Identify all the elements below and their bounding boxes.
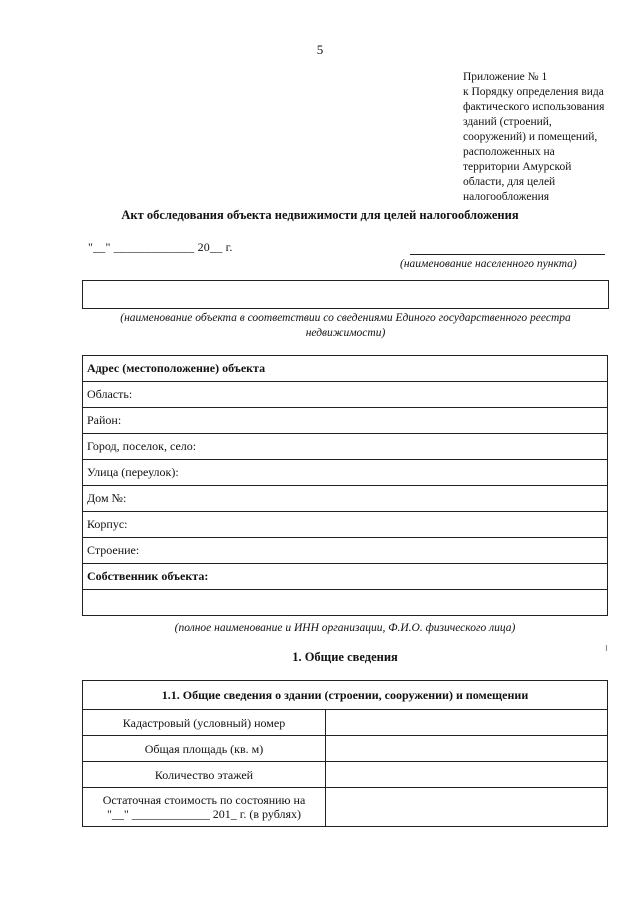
- annex-line: зданий (строений,: [463, 116, 552, 128]
- place-name-line[interactable]: [410, 254, 605, 255]
- floors-count-label: Количество этажей: [83, 762, 326, 788]
- annex-line: расположенных на: [463, 146, 555, 158]
- residual-value-label: [83, 788, 326, 827]
- document-title: Акт обследования объекта недвижимости для целей налогообложения: [121, 208, 519, 222]
- residual-value-line: Остаточная стоимость по состоянию на: [102, 793, 306, 807]
- residual-value-date: "__" _____________ 201_ г. (в рублях): [106, 807, 302, 821]
- total-area-value[interactable]: [326, 736, 608, 762]
- general-info-header: 1.1. Общие сведения о здании (строении, сооружении) и помещении: [83, 681, 608, 710]
- floors-count-value[interactable]: [326, 762, 608, 788]
- address-row-block[interactable]: Корпус:: [83, 512, 608, 538]
- address-header: Адрес (местоположение) объекта: [83, 356, 608, 382]
- place-caption: (наименование населенного пункта): [400, 258, 577, 270]
- section-title: 1. Общие сведения: [292, 650, 398, 664]
- annex-note: [463, 70, 623, 205]
- annex-line: территории Амурской: [463, 161, 572, 173]
- owner-field[interactable]: [83, 590, 608, 616]
- date-field[interactable]: "__" _____________ 20__ г.: [88, 240, 233, 254]
- cadastral-number-label: Кадастровый (условный) номер: [83, 710, 326, 736]
- annex-line: Приложение № 1: [463, 71, 548, 83]
- owner-label: Собственник объекта:: [83, 564, 608, 590]
- annex-line: налогообложения: [463, 191, 550, 203]
- residual-value-value[interactable]: [326, 788, 608, 827]
- address-row-building[interactable]: Строение:: [83, 538, 608, 564]
- annex-line: сооружений) и помещений,: [463, 131, 598, 143]
- owner-caption: (полное наименование и ИНН организации, Ф.И.О. физического лица): [174, 622, 516, 634]
- margin-mark: [606, 645, 607, 651]
- total-area-label: Общая площадь (кв. м): [83, 736, 326, 762]
- address-row-district[interactable]: Район:: [83, 408, 608, 434]
- object-name-field[interactable]: [82, 280, 609, 309]
- address-table: [82, 355, 608, 616]
- general-info-table: [82, 680, 608, 827]
- page-number: 5: [316, 42, 324, 57]
- annex-line: области, для целей: [463, 176, 556, 188]
- annex-line: фактического использования: [463, 101, 605, 113]
- address-row-region[interactable]: Область:: [83, 382, 608, 408]
- object-caption: (наименование объекта в соответствии со сведениями Единого государственного реестра недвижимости): [120, 312, 571, 339]
- address-row-city[interactable]: Город, поселок, село:: [83, 434, 608, 460]
- address-row-street[interactable]: Улица (переулок):: [83, 460, 608, 486]
- annex-line: к Порядку определения вида: [463, 86, 604, 98]
- cadastral-number-value[interactable]: [326, 710, 608, 736]
- address-row-house[interactable]: Дом №:: [83, 486, 608, 512]
